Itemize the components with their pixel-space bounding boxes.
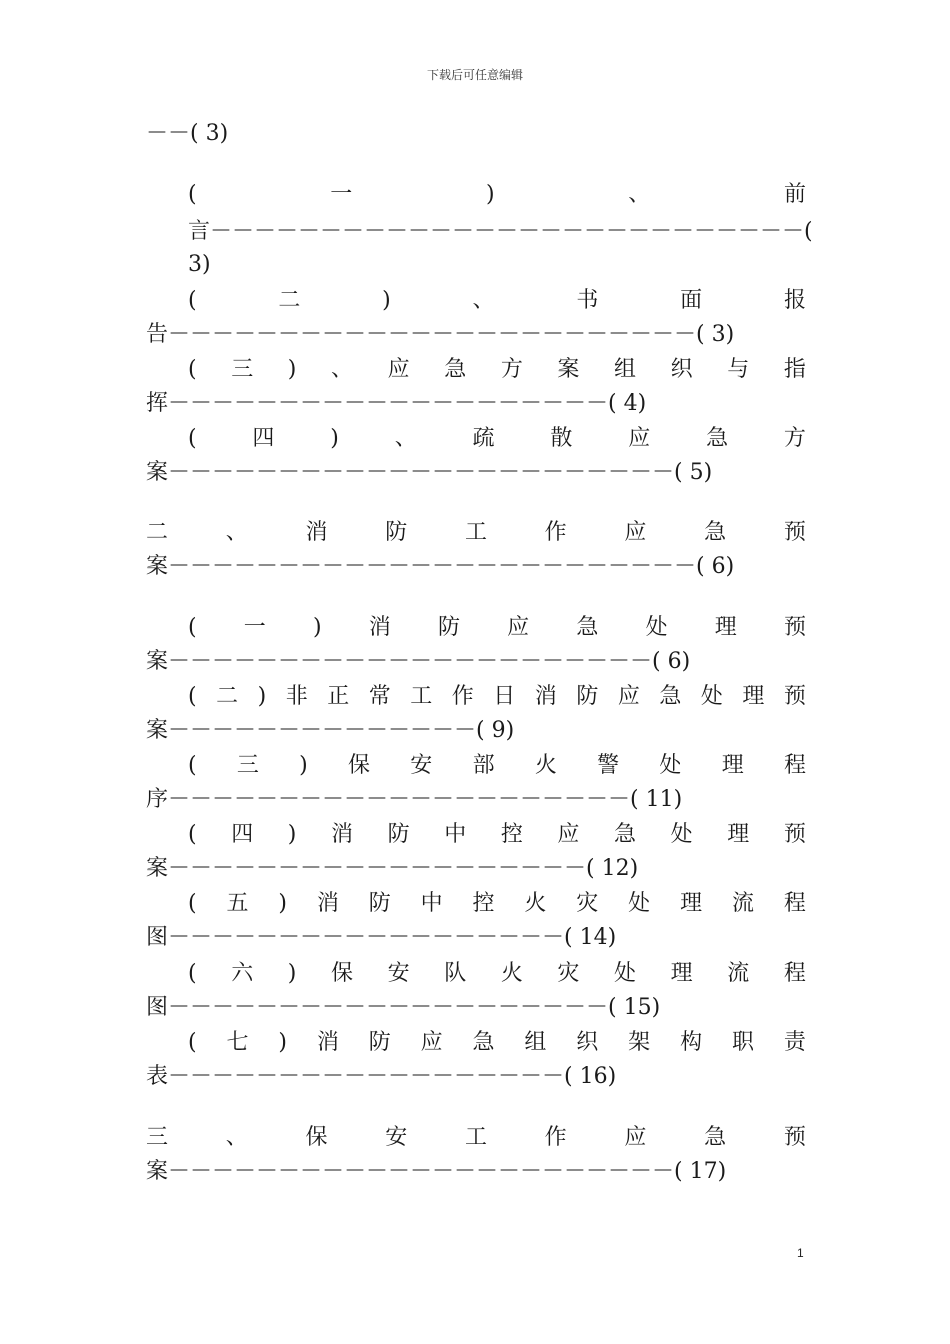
toc-char: ( <box>188 182 197 207</box>
toc-char: 安 <box>410 753 433 778</box>
toc-char: 中 <box>420 891 443 916</box>
toc-char: 急 <box>659 684 682 709</box>
toc-char: 三 <box>231 357 254 382</box>
toc-char: 消 <box>316 891 339 916</box>
toc-char: 保 <box>348 753 371 778</box>
toc-char: 流 <box>731 891 754 916</box>
toc-char: 织 <box>670 357 693 382</box>
toc-char: ( <box>188 288 197 313</box>
toc-char: 火 <box>524 891 547 916</box>
toc-char: 三 <box>146 1125 169 1150</box>
toc-char: 面 <box>680 288 703 313</box>
toc-char: 处 <box>670 822 693 847</box>
toc-char: 工 <box>410 684 433 709</box>
page-header: 下载后可任意编辑 <box>426 68 523 82</box>
toc-char: 非 <box>285 684 308 709</box>
toc-char: ) <box>312 615 322 640</box>
toc-char: 指 <box>783 357 806 382</box>
toc-line-justified <box>188 285 806 317</box>
toc-char: 工 <box>464 1125 487 1150</box>
toc-char: 理 <box>721 753 744 778</box>
toc-char: 七 <box>226 1030 249 1055</box>
toc-line-justified <box>188 179 806 211</box>
toc-char: ) <box>278 891 287 916</box>
toc-char: 火 <box>534 753 557 778</box>
toc-char: ) <box>278 1030 287 1055</box>
toc-line-justified <box>188 750 806 782</box>
toc-char: 消 <box>368 615 391 640</box>
toc-line: 3) <box>188 252 211 277</box>
toc-char: ) <box>287 357 297 382</box>
toc-char: 控 <box>472 891 495 916</box>
toc-line-justified <box>188 958 806 990</box>
toc-char: 控 <box>500 822 523 847</box>
toc-char: 方 <box>783 426 806 451</box>
toc-char: ) <box>257 684 267 709</box>
toc-char: ) <box>287 822 297 847</box>
toc-char: ) <box>382 288 391 313</box>
toc-char: 理 <box>714 615 737 640</box>
toc-char: 防 <box>437 615 460 640</box>
section-heading-line <box>146 1122 806 1154</box>
toc-line: 案－－－－－－－－－－－－－－－－－－－－－－－( 17) <box>146 1159 727 1184</box>
toc-line: －－( 3) <box>146 121 229 146</box>
toc-char: 作 <box>544 520 567 545</box>
toc-line-justified <box>188 612 806 644</box>
toc-char: 组 <box>524 1030 547 1055</box>
toc-char: ) <box>299 753 308 778</box>
toc-char: 安 <box>387 961 410 986</box>
toc-line: 案－－－－－－－－－－－－－－( 9) <box>146 718 515 743</box>
toc-char: 队 <box>444 961 467 986</box>
toc-char: 前 <box>783 182 806 207</box>
toc-char: 消 <box>305 520 328 545</box>
toc-char: 部 <box>472 753 495 778</box>
toc-line: 挥－－－－－－－－－－－－－－－－－－－－( 4) <box>146 391 647 416</box>
toc-line: 案－－－－－－－－－－－－－－－－－－－－－－－－( 6) <box>146 554 735 579</box>
toc-line-justified <box>188 1027 806 1059</box>
toc-char: 一 <box>330 182 353 207</box>
toc-char: ( <box>188 615 197 640</box>
toc-char: 应 <box>624 520 647 545</box>
toc-char: ( <box>188 1030 197 1055</box>
toc-char: 火 <box>500 961 523 986</box>
toc-char: 常 <box>368 684 391 709</box>
toc-char: 六 <box>231 961 254 986</box>
toc-char: 防 <box>576 684 599 709</box>
toc-char: 理 <box>670 961 693 986</box>
toc-char: 保 <box>305 1125 328 1150</box>
toc-char: 急 <box>706 426 729 451</box>
toc-char: 处 <box>659 753 682 778</box>
page-number: 1 <box>797 1246 804 1260</box>
toc-char: 中 <box>444 822 467 847</box>
toc-line-justified <box>188 888 806 920</box>
toc-line: 图－－－－－－－－－－－－－－－－－－－－( 15) <box>146 995 661 1020</box>
toc-char: ( <box>188 753 197 778</box>
toc-char: 预 <box>783 1125 806 1150</box>
toc-line: 序－－－－－－－－－－－－－－－－－－－－－( 11) <box>146 787 683 812</box>
toc-char: 防 <box>368 1030 391 1055</box>
toc-line: 案－－－－－－－－－－－－－－－－－－－－－－( 6) <box>146 649 691 674</box>
toc-char: 正 <box>327 684 350 709</box>
toc-char: 三 <box>236 753 259 778</box>
toc-char: 织 <box>576 1030 599 1055</box>
toc-char: ( <box>188 684 197 709</box>
toc-char: 应 <box>420 1030 443 1055</box>
toc-char: 五 <box>226 891 249 916</box>
toc-char: 、 <box>225 520 248 545</box>
toc-char: 、 <box>225 1125 248 1150</box>
toc-char: 二 <box>146 520 169 545</box>
toc-char: 职 <box>731 1030 754 1055</box>
toc-char: 安 <box>385 1125 408 1150</box>
toc-char: ( <box>188 891 197 916</box>
toc-char: 程 <box>783 961 806 986</box>
toc-char: 程 <box>783 891 806 916</box>
toc-char: 工 <box>464 520 487 545</box>
toc-char: 、 <box>394 426 417 451</box>
toc-char: 、 <box>628 182 651 207</box>
toc-char: 散 <box>550 426 573 451</box>
toc-char: 急 <box>704 1125 727 1150</box>
toc-char: 书 <box>576 288 599 313</box>
toc-char: 四 <box>231 822 254 847</box>
toc-char: 防 <box>385 520 408 545</box>
toc-char: 作 <box>544 1125 567 1150</box>
toc-line: 案－－－－－－－－－－－－－－－－－－－－－－－( 5) <box>146 460 713 485</box>
toc-char: 应 <box>557 822 580 847</box>
toc-char: 处 <box>645 615 668 640</box>
toc-char: 消 <box>316 1030 339 1055</box>
toc-char: ( <box>188 426 197 451</box>
toc-char: 作 <box>451 684 474 709</box>
toc-char: 构 <box>680 1030 703 1055</box>
toc-char: 应 <box>624 1125 647 1150</box>
toc-char: 报 <box>783 288 806 313</box>
toc-char: ( <box>188 357 197 382</box>
toc-char: 急 <box>614 822 637 847</box>
toc-char: 灾 <box>576 891 599 916</box>
toc-line: 案－－－－－－－－－－－－－－－－－－－( 12) <box>146 856 639 881</box>
toc-char: 、 <box>330 357 353 382</box>
toc-char: 二 <box>278 288 301 313</box>
toc-line: 图－－－－－－－－－－－－－－－－－－( 14) <box>146 925 617 950</box>
toc-line: 表－－－－－－－－－－－－－－－－－－( 16) <box>146 1064 617 1089</box>
toc-char: 疏 <box>472 426 495 451</box>
toc-char: ( <box>188 822 197 847</box>
toc-char: 流 <box>727 961 750 986</box>
toc-line-justified <box>188 681 806 713</box>
toc-char: 日 <box>493 684 516 709</box>
toc-char: 应 <box>387 357 410 382</box>
toc-char: 预 <box>783 615 806 640</box>
toc-line: 告－－－－－－－－－－－－－－－－－－－－－－－－( 3) <box>146 322 735 347</box>
toc-char: 程 <box>783 753 806 778</box>
toc-char: 理 <box>727 822 750 847</box>
toc-char: ) <box>485 182 495 207</box>
toc-char: 消 <box>534 684 557 709</box>
toc-char: ) <box>330 426 339 451</box>
toc-char: 预 <box>783 822 806 847</box>
toc-line-justified <box>188 354 806 386</box>
toc-char: 防 <box>387 822 410 847</box>
toc-char: 应 <box>628 426 651 451</box>
toc-char: 理 <box>680 891 703 916</box>
toc-char: ) <box>287 961 297 986</box>
toc-char: 四 <box>252 426 275 451</box>
toc-char: 急 <box>444 357 467 382</box>
toc-char: 架 <box>628 1030 651 1055</box>
toc-char: 急 <box>704 520 727 545</box>
toc-char: 一 <box>243 615 266 640</box>
toc-char: 应 <box>617 684 640 709</box>
toc-line: 言－－－－－－－－－－－－－－－－－－－－－－－－－－－( <box>188 219 813 244</box>
section-heading-line <box>146 517 806 549</box>
toc-char: 预 <box>783 520 806 545</box>
toc-char: 二 <box>216 684 239 709</box>
toc-char: 与 <box>727 357 750 382</box>
toc-char: 案 <box>557 357 580 382</box>
toc-char: 预 <box>783 684 806 709</box>
toc-char: 组 <box>614 357 637 382</box>
toc-char: 急 <box>472 1030 495 1055</box>
toc-line-justified <box>188 819 806 851</box>
toc-char: ( <box>188 961 197 986</box>
toc-char: 处 <box>700 684 723 709</box>
toc-char: 处 <box>628 891 651 916</box>
toc-line-justified <box>188 423 806 455</box>
toc-char: 警 <box>597 753 620 778</box>
toc-char: 急 <box>576 615 599 640</box>
toc-char: 理 <box>742 684 765 709</box>
toc-char: 消 <box>330 822 353 847</box>
toc-char: 处 <box>614 961 637 986</box>
toc-char: 应 <box>507 615 530 640</box>
toc-char: 灾 <box>557 961 580 986</box>
toc-char: 防 <box>368 891 391 916</box>
toc-char: 、 <box>472 288 495 313</box>
toc-char: 责 <box>783 1030 806 1055</box>
toc-char: 保 <box>330 961 353 986</box>
toc-char: 方 <box>500 357 523 382</box>
